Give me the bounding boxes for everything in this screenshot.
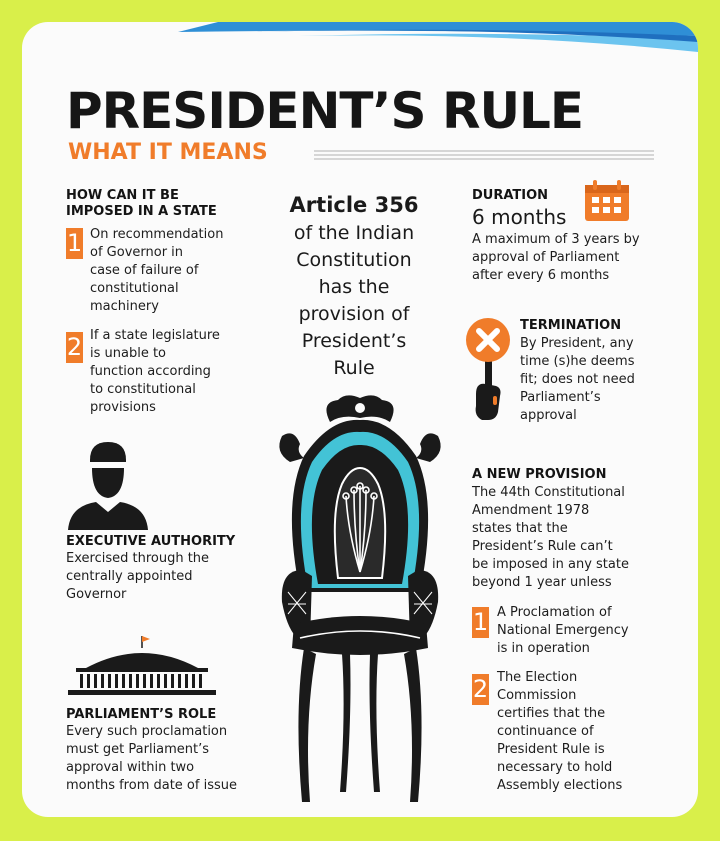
text-line: On recommendation [90,227,224,242]
text-line: Assembly elections [497,778,623,793]
blue-swoosh-decoration [178,22,698,66]
text-line: approval of Parliament [472,250,620,265]
text-line: fit; does not need [520,372,635,387]
text-line: must get Parliament’s [66,742,210,757]
text-line: Amendment 1978 [472,503,590,518]
text-line: President’s [301,330,407,352]
duration-value: 6 months [472,205,567,229]
text-line: of Governor in [90,245,184,260]
text-line: is unable to [90,346,167,361]
text-line: necessary to hold [497,760,613,775]
duration-heading: DURATION [472,188,549,203]
infographic-card [22,22,698,817]
termination-heading: TERMINATION [520,318,622,333]
text-line: Governor [66,587,127,602]
text-line: constitutional [90,281,179,296]
text-line: of the Indian [293,222,415,244]
imposition-heading-line2: IMPOSED IN A STATE [66,204,217,219]
parliament-building-icon [66,634,218,696]
text-line: case of failure of [90,263,199,278]
text-line: provisions [90,400,156,415]
imposition-heading [66,188,217,220]
new-provision-number-1: 1 [472,608,489,636]
text-line: after every 6 months [472,268,610,283]
text-line: The Election [497,670,578,685]
text-line: Every such proclamation [66,724,228,739]
text-line: beyond 1 year unless [472,575,612,590]
imposition-number-2: 2 [66,333,83,361]
new-provision-number-2: 2 [472,675,489,703]
duration-description [472,231,640,285]
text-line: By President, any [520,336,634,351]
article-number: Article 356 [289,193,419,217]
text-line: approval [520,408,577,423]
text-line: National Emergency [497,623,629,638]
imposition-item-1 [90,226,223,316]
text-line: months from date of issue [66,778,237,793]
text-line: be imposed in any state [472,557,629,572]
cross-sign-icon [462,316,516,426]
imposition-number-1: 1 [66,229,83,257]
text-line: states that the [472,521,568,536]
throne-chair-icon [260,392,460,812]
parliament-description [66,723,237,795]
executive-heading: EXECUTIVE AUTHORITY [66,534,236,549]
new-provision-heading: A NEW PROVISION [472,467,607,482]
text-line: Constitution [296,249,412,271]
text-line: Commission [497,688,577,703]
text-line: continuance of [497,724,594,739]
page-subtitle: WHAT IT MEANS [68,140,268,165]
subtitle-rule [314,147,654,163]
text-line: centrally appointed [66,569,193,584]
new-provision-item-2 [497,669,622,795]
colonnade [80,674,202,688]
article-356-text [274,192,434,382]
text-line: approval within two [66,760,195,775]
text-line: has the [318,276,390,298]
text-line: If a state legislature [90,328,220,343]
text-line: Parliament’s [520,390,601,405]
text-line: A maximum of 3 years by [472,232,640,247]
person-silhouette-icon [66,440,150,530]
text-line: time (s)he deems [520,354,635,369]
imposition-item-2 [90,327,220,417]
text-line: The 44th Constitutional [472,485,625,500]
parliament-heading: PARLIAMENT’S ROLE [66,707,217,722]
calendar-icon [584,180,630,222]
new-provision-item-1 [497,604,629,658]
termination-description [520,335,635,425]
page-title: PRESIDENT’S RULE [66,82,584,140]
imposition-heading-line1: HOW CAN IT BE [66,188,179,203]
text-line: function according [90,364,211,379]
text-line: President Rule is [497,742,605,757]
new-provision-description [472,484,629,592]
text-line: Exercised through the [66,551,210,566]
text-line: machinery [90,299,159,314]
text-line: A Proclamation of [497,605,612,620]
text-line: provision of [298,303,410,325]
text-line: President’s Rule can’t [472,539,613,554]
text-line: certifies that the [497,706,606,721]
executive-description [66,550,209,604]
text-line: Rule [333,357,375,379]
text-line: is in operation [497,641,590,656]
text-line: to constitutional [90,382,196,397]
